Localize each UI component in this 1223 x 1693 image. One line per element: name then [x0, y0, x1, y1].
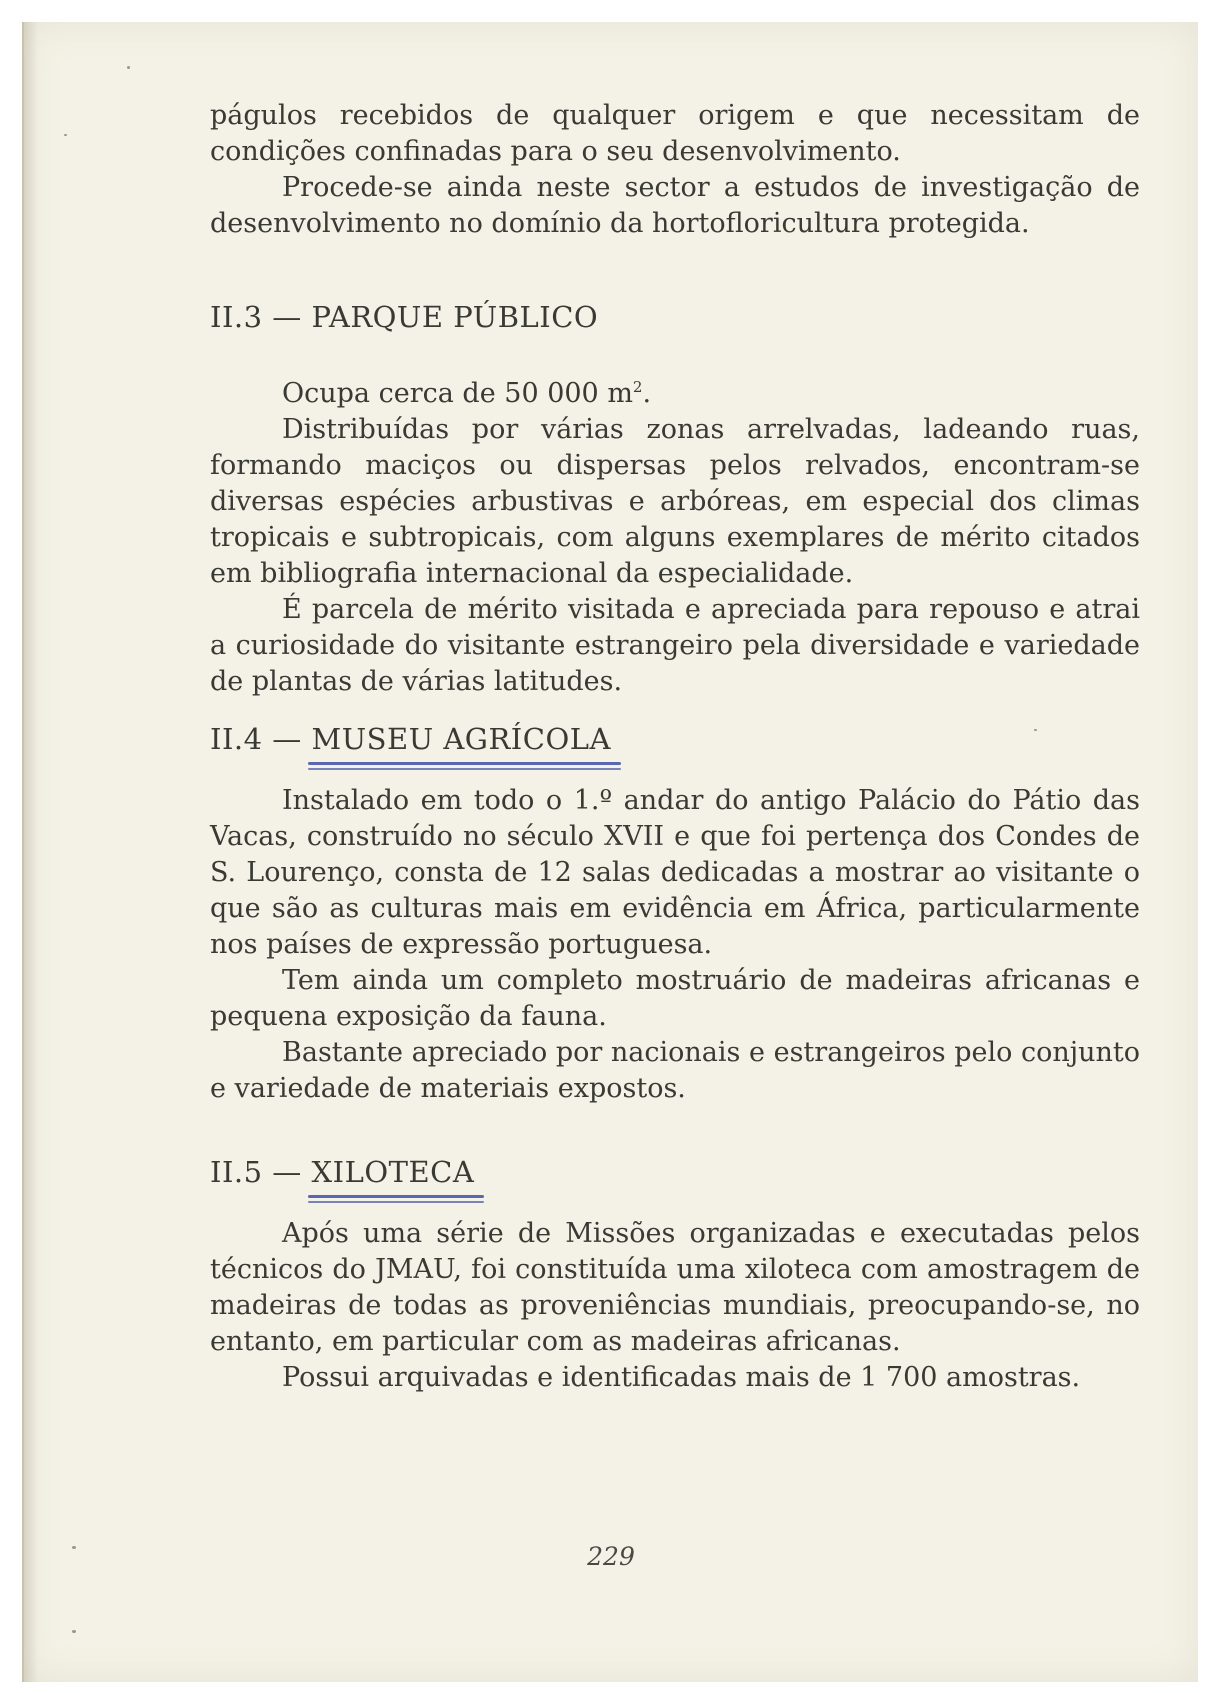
area-exponent: 2 — [632, 378, 643, 396]
section-2-4-number: II.4 — — [210, 722, 302, 756]
ink-underline — [308, 762, 621, 765]
ink-underline — [308, 1201, 485, 1203]
paper-speck — [127, 66, 130, 69]
section-2-4-paragraph-3: Bastante apreciado por nacionais e estrangeiros pelo conjunto e variedade de materiais expostos. — [210, 1037, 1140, 1104]
intro-paragraph-2: Procede-se ainda neste sector a estudos de investigação de desenvolvimento no domínio da hortofloricultura protegida. — [210, 172, 1140, 239]
document-page — [22, 22, 1198, 1682]
paper-speck — [64, 134, 67, 136]
section-2-3-number: II.3 — — [210, 300, 302, 334]
section-2-5-title: XILOTECA — [311, 1155, 475, 1189]
area-text: Ocupa cerca de 50 000 m — [282, 378, 633, 409]
section-2-5-paragraph-1: Após uma série de Missões organizadas e executadas pelos técnicos do JMAU, foi constituída uma xiloteca com amostragem de madeiras de todas as proveniências mundiais, preocupando-se, no entanto, em particular com as madeiras africanas. — [210, 1218, 1140, 1357]
ink-underline — [308, 1195, 485, 1198]
section-2-3-paragraph-3: É parcela de mérito visitada e apreciada para repouso e atrai a curiosidade do visitante estrangeiro pela diversidade e variedade de plantas de várias latitudes. — [210, 594, 1140, 697]
section-2-4-title: MUSEU AGRÍCOLA — [311, 722, 611, 756]
section-2-3-paragraph-1 — [210, 369, 1140, 412]
section-2-3-body — [210, 369, 1140, 700]
section-2-3-heading — [210, 300, 598, 334]
section-2-5-title-wrap — [312, 1155, 475, 1189]
section-2-3-title: PARQUE PÚBLICO — [311, 300, 599, 334]
section-2-4-body — [210, 783, 1140, 1107]
section-2-4-title-wrap — [312, 722, 611, 756]
section-2-5-number: II.5 — — [210, 1155, 302, 1189]
binding-shadow — [24, 22, 38, 1682]
intro-block — [210, 98, 1140, 242]
section-2-5-heading — [210, 1155, 474, 1189]
section-2-4-heading — [210, 722, 611, 756]
section-2-3-paragraph-2: Distribuídas por várias zonas arrelvadas, ladeando ruas, formando maciços ou dispersas pelos relvados, encontram-se diversas espécies arbustivas e arbóreas, em especial dos climas tropicais e subtropicais, com alguns exemplares de mérito citados em bibliografia internacional da especialidade. — [210, 414, 1140, 589]
intro-paragraph-1: págulos recebidos de qualquer origem e que necessitam de condições confinadas para o seu desenvolvimento. — [210, 100, 1140, 167]
paper-speck — [1034, 729, 1037, 731]
section-2-5-body — [210, 1216, 1140, 1396]
section-2-5-paragraph-2: Possui arquivadas e identificadas mais de 1 700 amostras. — [282, 1362, 1081, 1393]
ink-underline — [308, 768, 621, 770]
paper-speck — [72, 1546, 76, 1549]
paper-speck — [72, 1630, 76, 1633]
section-2-4-paragraph-1: Instalado em todo o 1.º andar do antigo Palácio do Pátio das Vacas, construído no século XVII e que foi pertença dos Condes de S. Lourenço, consta de 12 salas dedicadas a mostrar ao visitante o que são as culturas mais em evidência em África, particularmente nos países de expressão portuguesa. — [210, 785, 1140, 960]
area-period: . — [642, 378, 652, 409]
section-2-4-paragraph-2: Tem ainda um completo mostruário de madeiras africanas e pequena exposição da fauna. — [210, 965, 1140, 1032]
page-number: 229 — [587, 1542, 635, 1571]
